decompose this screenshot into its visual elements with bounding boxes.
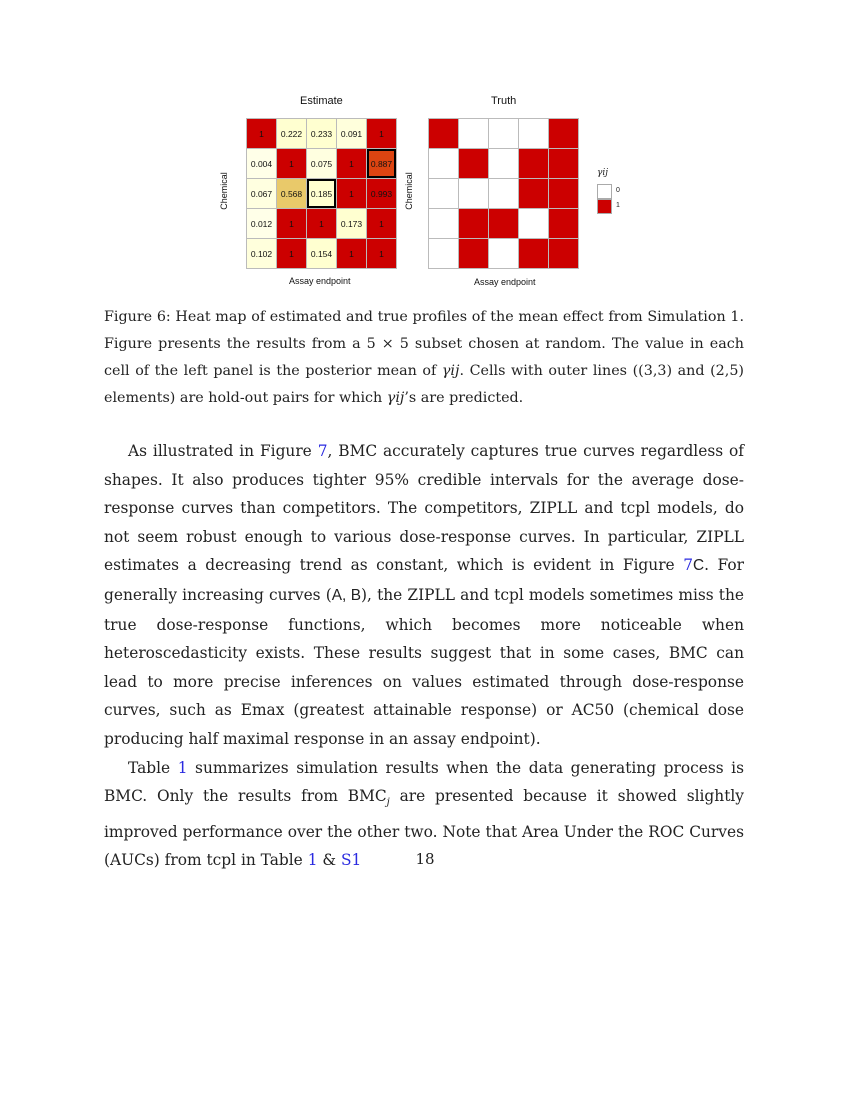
- caption-gamma-2: γij: [386, 390, 405, 406]
- p1-text-3: . For generally increasing curves (: [104, 556, 745, 604]
- estimate-cell-r2-c2: 1: [277, 149, 306, 178]
- truth-cell-r5-c3: [489, 239, 518, 268]
- estimate-cell-r2-c5: 0.887: [367, 149, 396, 178]
- estimate-cell-r5-c5: 1: [367, 239, 396, 268]
- truth-cell-r2-c2: [459, 149, 488, 178]
- truth-cell-r5-c5: [549, 239, 578, 268]
- p1-text-4: ), the ZIPLL and tcpl models sometimes miss the true dose-response functions, which becomes more noticeable when heteroscedasticity exists. These results suggest that in some cases, BMC can lead to more precise inferences on values estimated through dose-response curves, such as Emax (greatest attainable response) or AC50 (chemical dose producing half maximal response in an assay endpoint).: [104, 585, 744, 748]
- truth-cell-r4-c4: [519, 209, 548, 238]
- truth-cell-r4-c2: [459, 209, 488, 238]
- p2-text-4: &: [317, 851, 341, 870]
- panel-b-ref: B: [350, 586, 362, 604]
- truth-cell-r3-c1: [429, 179, 458, 208]
- paragraph-1: [104, 437, 744, 754]
- caption-text-3: ’s are predicted.: [404, 390, 524, 406]
- panel-c-ref: C: [693, 557, 705, 575]
- truth-y-axis-label: Chemical: [403, 172, 414, 210]
- p2-text-2: summarizes simulation results when the data generating process is BMC. Only the results from BMC: [104, 758, 744, 806]
- estimate-cell-r2-c3: 0.075: [307, 149, 336, 178]
- truth-panel-title: Truth: [491, 95, 517, 107]
- truth-x-axis-label: Assay endpoint: [474, 277, 536, 287]
- legend-label-1: 1: [616, 202, 620, 209]
- truth-cell-r5-c1: [429, 239, 458, 268]
- estimate-cell-r1-c3: 0.233: [307, 119, 336, 148]
- truth-cell-r2-c1: [429, 149, 458, 178]
- estimate-cell-r4-c5: 1: [367, 209, 396, 238]
- estimate-cell-r4-c2: 1: [277, 209, 306, 238]
- estimate-heatmap: [246, 118, 397, 269]
- truth-cell-r1-c2: [459, 119, 488, 148]
- estimate-cell-r2-c1: 0.004: [247, 149, 276, 178]
- caption-label: Figure 6:: [104, 309, 171, 325]
- truth-cell-r5-c2: [459, 239, 488, 268]
- estimate-cell-r5-c2: 1: [277, 239, 306, 268]
- truth-cell-r1-c5: [549, 119, 578, 148]
- estimate-cell-r4-c1: 0.012: [247, 209, 276, 238]
- truth-cell-r4-c5: [549, 209, 578, 238]
- page-number: 18: [415, 850, 435, 868]
- p2-text-3: are presented because it showed slightly improved performance over the other two. Note that Area Under the ROC Curves (AUCs) from tcpl in Table: [104, 787, 744, 870]
- estimate-y-axis-label: Chemical: [218, 172, 229, 210]
- truth-cell-r3-c4: [519, 179, 548, 208]
- truth-cell-r3-c5: [549, 179, 578, 208]
- table-s1-link[interactable]: S1: [340, 851, 362, 870]
- estimate-cell-r3-c3: 0.185: [307, 179, 336, 208]
- estimate-cell-r2-c4: 1: [337, 149, 366, 178]
- truth-heatmap: [428, 118, 579, 269]
- legend-title: γij: [597, 168, 609, 178]
- body-text: [104, 437, 744, 875]
- estimate-x-axis-label: Assay endpoint: [289, 276, 351, 286]
- p1-text-1: As illustrated in Figure: [128, 442, 318, 460]
- estimate-cell-r1-c2: 0.222: [277, 119, 306, 148]
- p2-text-1: Table: [128, 758, 178, 777]
- caption-gamma: γij: [441, 363, 460, 379]
- legend-label-0: 0: [616, 187, 620, 194]
- truth-cell-r3-c3: [489, 179, 518, 208]
- truth-cell-r4-c3: [489, 209, 518, 238]
- estimate-cell-r1-c5: 1: [367, 119, 396, 148]
- truth-cell-r1-c3: [489, 119, 518, 148]
- table-1-link[interactable]: 1: [177, 758, 188, 777]
- figure-7c-link[interactable]: 7: [683, 556, 693, 575]
- truth-cell-r3-c2: [459, 179, 488, 208]
- estimate-cell-r1-c1: 1: [247, 119, 276, 148]
- truth-cell-r2-c4: [519, 149, 548, 178]
- caption-text-1: Heat map of estimated and true profiles of the mean effect from Simulation 1. Figure presents the results from a 5 × 5 subset chosen at random. The value in each cell of the left panel is the posterior mean of: [104, 309, 744, 379]
- bmc-subscript: j: [386, 797, 390, 809]
- estimate-cell-r3-c1: 0.067: [247, 179, 276, 208]
- legend-swatch-1: [597, 199, 612, 214]
- p1-text-2: , BMC accurately captures true curves regardless of shapes. It also produces tighter 95% credible intervals for the average dose-response curves than competitors. The competitors, ZIPLL and tcpl models, do not seem robust enough to various dose-response curves. In particular, ZIPLL estimates a decreasing trend as constant, which is evident in Figure: [104, 442, 744, 575]
- caption-text-2: . Cells with outer lines ((3,3) and (2,5) elements) are hold-out pairs for which: [104, 363, 744, 406]
- legend-swatch-0: [597, 184, 612, 199]
- truth-cell-r4-c1: [429, 209, 458, 238]
- truth-cell-r1-c4: [519, 119, 548, 148]
- panel-a-ref: A: [331, 586, 342, 604]
- estimate-cell-r1-c4: 0.091: [337, 119, 366, 148]
- estimate-cell-r4-c4: 0.173: [337, 209, 366, 238]
- estimate-cell-r5-c3: 0.154: [307, 239, 336, 268]
- table-1-link-2[interactable]: 1: [307, 851, 318, 870]
- estimate-cell-r5-c1: 0.102: [247, 239, 276, 268]
- estimate-cell-r3-c4: 1: [337, 179, 366, 208]
- estimate-panel-title: Estimate: [300, 95, 343, 107]
- estimate-cell-r3-c5: 0.993: [367, 179, 396, 208]
- figure-caption: [104, 304, 744, 412]
- figure-7-link[interactable]: 7: [317, 442, 328, 460]
- estimate-cell-r3-c2: 0.568: [277, 179, 306, 208]
- figure-6: [0, 0, 850, 300]
- truth-cell-r2-c5: [549, 149, 578, 178]
- truth-cell-r1-c1: [429, 119, 458, 148]
- truth-cell-r2-c3: [489, 149, 518, 178]
- estimate-cell-r4-c3: 1: [307, 209, 336, 238]
- truth-cell-r5-c4: [519, 239, 548, 268]
- estimate-cell-r5-c4: 1: [337, 239, 366, 268]
- panel-sep: ,: [341, 586, 351, 604]
